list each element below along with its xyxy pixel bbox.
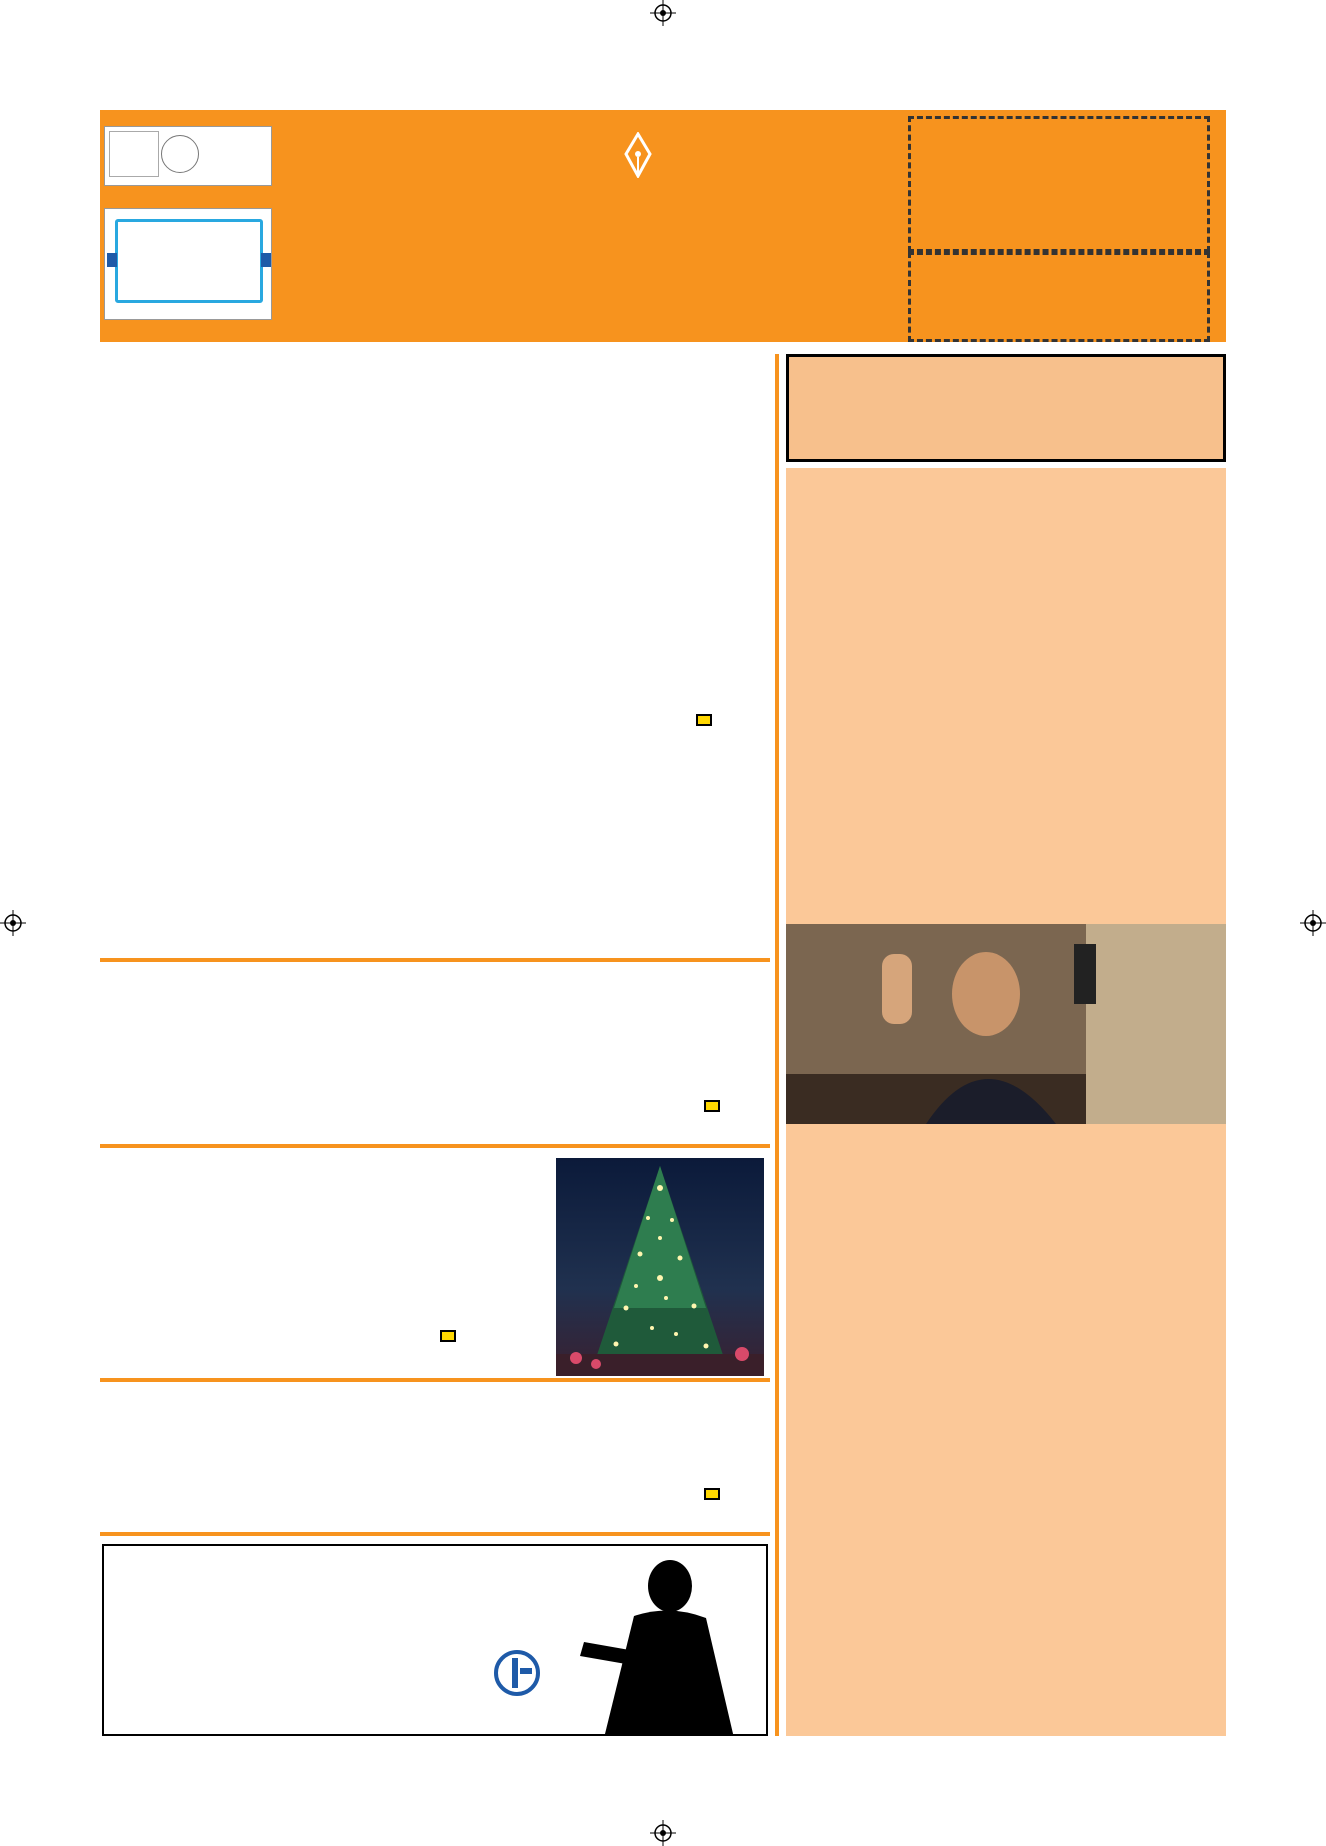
divider [100,1378,770,1382]
amanatidis-page-ref [704,1488,720,1500]
registration-mark-icon [650,0,676,26]
registration-mark-icon [650,1820,676,1846]
events-page-ref [440,1330,456,1342]
reader-silhouette-icon [574,1546,768,1736]
newspaper-title [292,96,892,336]
contact-box [908,252,1210,342]
divider [100,1144,770,1148]
met-bracket-right-icon [261,253,271,267]
elta-stamp-icon [161,135,199,173]
met-bracket-left-icon [107,253,117,267]
column-photo [786,924,1226,1124]
divider [100,958,770,962]
column-divider [775,354,779,1736]
met-frame [115,219,263,303]
issue-info-box [908,116,1210,252]
christmas-tree-photo [556,1158,764,1376]
divider [100,1532,770,1536]
pen-nib-icon [618,132,658,178]
lead-page-ref [696,714,712,726]
registration-mark-icon [0,910,26,936]
eiet-logo-icon [494,1650,540,1696]
elta-postage-box [104,126,272,186]
registration-mark-icon [1300,910,1326,936]
column-title-box [786,354,1226,462]
newspaper-ad [102,1544,768,1736]
interview-page-ref [704,1100,720,1112]
met-logo [104,208,272,320]
